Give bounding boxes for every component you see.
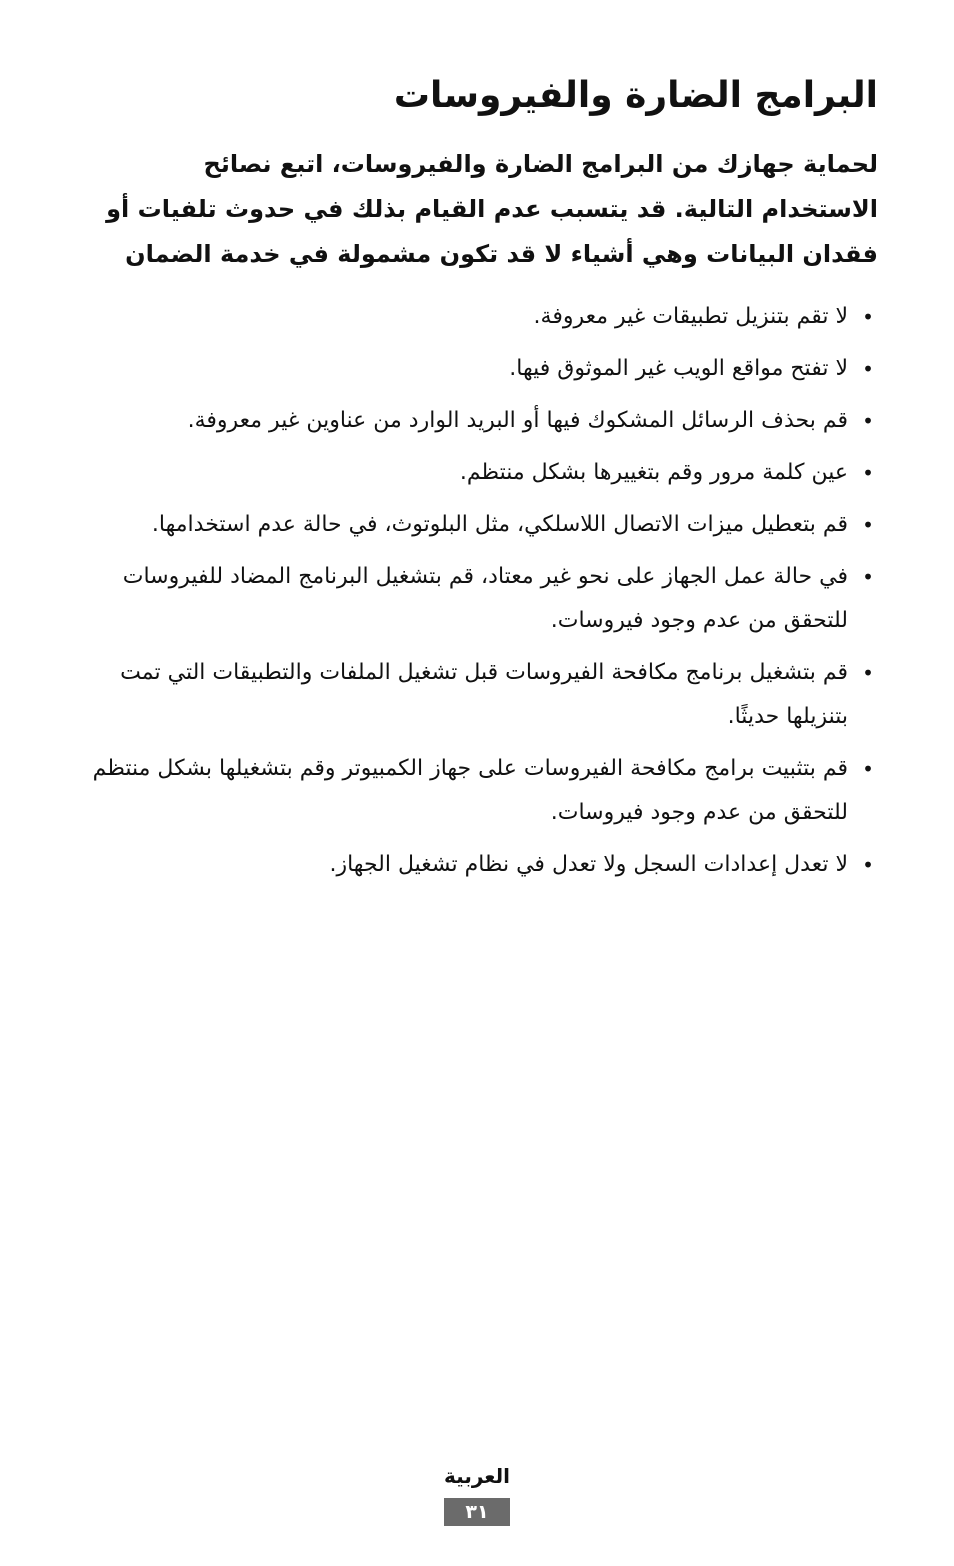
tip-text: قم بتشغيل برنامج مكافحة الفيروسات قبل تشغيل الملفات والتطبيقات التي تمت بتنزيلها حديثًا. bbox=[120, 660, 848, 729]
tips-list bbox=[80, 295, 878, 887]
content-area bbox=[80, 68, 878, 895]
bullet-icon: • bbox=[862, 565, 874, 589]
bullet-icon: • bbox=[862, 513, 874, 537]
list-item bbox=[80, 503, 878, 547]
bullet-icon: • bbox=[862, 461, 874, 485]
bullet-icon: • bbox=[862, 409, 874, 433]
tip-text: قم بتعطيل ميزات الاتصال اللاسلكي، مثل البلوتوث، في حالة عدم استخدامها. bbox=[151, 512, 848, 537]
tip-text: في حالة عمل الجهاز على نحو غير معتاد، قم بتشغيل البرنامج المضاد للفيروسات للتحقق من عدم وجود فيروسات. bbox=[122, 564, 848, 633]
tip-text: لا تعدل إعدادات السجل ولا تعدل في نظام تشغيل الجهاز. bbox=[329, 852, 848, 877]
bullet-icon: • bbox=[862, 757, 874, 781]
list-item bbox=[80, 651, 878, 739]
tip-text: لا تفتح مواقع الويب غير الموثوق فيها. bbox=[509, 356, 848, 381]
list-item bbox=[80, 555, 878, 643]
tip-text: لا تقم بتنزيل تطبيقات غير معروفة. bbox=[533, 304, 848, 329]
tip-text: قم بتثبيت برامج مكافحة الفيروسات على جهاز الكمبيوتر وقم بتشغيلها بشكل منتظم للتحقق من عدم وجود فيروسات. bbox=[92, 756, 848, 825]
tip-text: عين كلمة مرور وقم بتغييرها بشكل منتظم. bbox=[459, 460, 848, 485]
page-number-badge: ٣١ bbox=[444, 1498, 510, 1526]
tip-text: قم بحذف الرسائل المشكوك فيها أو البريد الوارد من عناوين غير معروفة. bbox=[187, 408, 848, 433]
bullet-icon: • bbox=[862, 853, 874, 877]
page-title: البرامج الضارة والفيروسات bbox=[393, 75, 878, 116]
list-item bbox=[80, 451, 878, 495]
footer-language-label: العربية bbox=[444, 1464, 510, 1488]
list-item bbox=[80, 295, 878, 339]
bullet-icon: • bbox=[862, 661, 874, 685]
list-item bbox=[80, 399, 878, 443]
intro-paragraph: لحماية جهازك من البرامج الضارة والفيروسات، اتبع نصائح الاستخدام التالية. قد يتسبب عدم القيام بذلك في حدوث تلفيات أو فقدان البيانات وهي أشياء لا قد تكون مشمولة في خدمة الضمان bbox=[106, 150, 878, 268]
bullet-icon: • bbox=[862, 305, 874, 329]
list-item bbox=[80, 747, 878, 835]
page-footer bbox=[0, 1462, 954, 1526]
bullet-icon: • bbox=[862, 357, 874, 381]
list-item bbox=[80, 347, 878, 391]
list-item bbox=[80, 843, 878, 887]
